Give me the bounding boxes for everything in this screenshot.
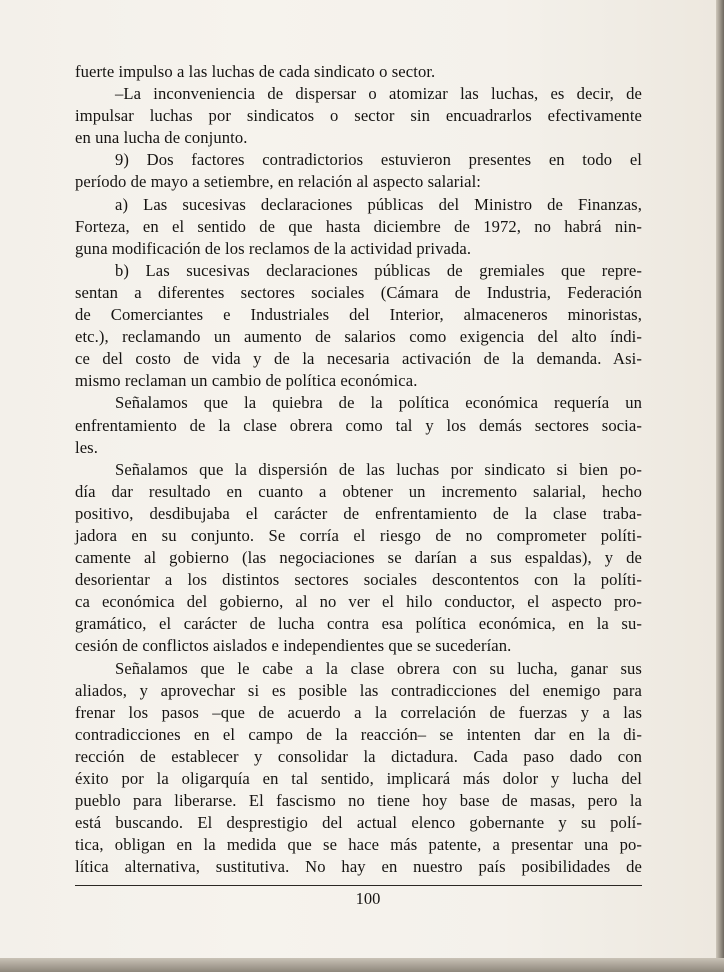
text-line: impulsar luchas por sindicatos o sector sin encuadrarlos efectivamente: [75, 106, 642, 126]
text-line: rección de establecer y consolidar la dictadura. Cada paso dado con: [75, 746, 642, 766]
text-line: mismo reclaman un cambio de política económica.: [75, 371, 418, 391]
text-line: b) Las sucesivas declaraciones públicas de gremiales que repre-: [115, 260, 642, 280]
text-line: éxito por la oligarquía en tal sentido, implicará más dolor y lucha del: [75, 769, 642, 788]
text-line: Señalamos que la quiebra de la política económica requería un: [115, 393, 642, 413]
page-right-edge: [716, 0, 724, 972]
text-line: positivo, desdibujaba el carácter de enfrentamiento de la clase traba-: [75, 503, 642, 523]
text-line: cesión de conflictos aislados e independientes que se sucederían.: [75, 636, 512, 656]
text-line: está buscando. El desprestigio del actual elenco gobernante y su polí-: [75, 813, 642, 833]
text-line: enfrentamiento de la clase obrera como tal y los demás sectores socia-: [75, 415, 642, 435]
page-number: 100: [355, 889, 381, 908]
text-line: de Comerciantes e Industriales del Interior, almaceneros minoristas,: [75, 305, 642, 325]
page-bottom-edge: [0, 958, 724, 972]
body-text: [75, 61, 642, 878]
text-line: jadora en su conjunto. Se corría el riesgo de no comprometer políti-: [75, 525, 642, 545]
text-line: fuerte impulso a las luchas de cada sindicato o sector.: [75, 62, 436, 81]
text-line: lítica alternativa, sustitutiva. No hay en nuestro país posibilidades de: [75, 857, 642, 877]
text-line: período de mayo a setiembre, en relación al aspecto salarial:: [75, 172, 482, 192]
text-line: aliados, y aprovechar si es posible las contradicciones del enemigo para: [75, 680, 642, 700]
text-line: contradicciones en el campo de la reacción– se intenten dar en la di-: [75, 724, 642, 744]
text-line: etc.), reclamando un aumento de salarios como exigencia del alto índi-: [75, 327, 642, 347]
text-line: Señalamos que la dispersión de las luchas por sindicato si bien po-: [115, 459, 642, 479]
footer-rule: [75, 885, 642, 886]
text-line: día dar resultado en cuanto a obtener un incremento salarial, hecho: [75, 481, 642, 501]
text-line: –La inconveniencia de dispersar o atomizar las luchas, es decir, de: [115, 84, 642, 104]
text-line: frenar los pasos –que de acuerdo a la correlación de fuerzas y a las: [75, 702, 642, 722]
text-line: a) Las sucesivas declaraciones públicas del Ministro de Finanzas,: [115, 194, 642, 214]
text-line: camente al gobierno (las negociaciones se darían a sus espaldas), y de: [75, 548, 642, 568]
text-line: sentan a diferentes sectores sociales (Cámara de Industria, Federación: [75, 282, 642, 302]
text-line: Forteza, en el sentido de que hasta diciembre de 1972, no habrá nin-: [75, 216, 642, 236]
text-line: pueblo para liberarse. El fascismo no tiene hoy base de masas, pero la: [75, 791, 642, 811]
text-line: les.: [75, 437, 98, 457]
text-line: Señalamos que le cabe a la clase obrera con su lucha, ganar sus: [115, 658, 642, 678]
text-line: ce del costo de vida y de la necesaria activación de la demanda. Asi-: [75, 349, 642, 369]
text-line: 9) Dos factores contradictorios estuvieron presentes en todo el: [115, 150, 642, 170]
text-line: en una lucha de conjunto.: [75, 128, 248, 148]
text-line: guna modificación de los reclamos de la actividad privada.: [75, 238, 472, 258]
text-line: gramático, el carácter de lucha contra esa política económica, en la su-: [75, 614, 642, 634]
text-line: desorientar a los distintos sectores sociales descontentos con la políti-: [75, 570, 642, 590]
text-line: tica, obligan en la medida que se hace más patente, a presentar una po-: [75, 835, 642, 855]
text-line: ca económica del gobierno, al no ver el hilo conductor, el aspecto pro-: [75, 592, 642, 612]
